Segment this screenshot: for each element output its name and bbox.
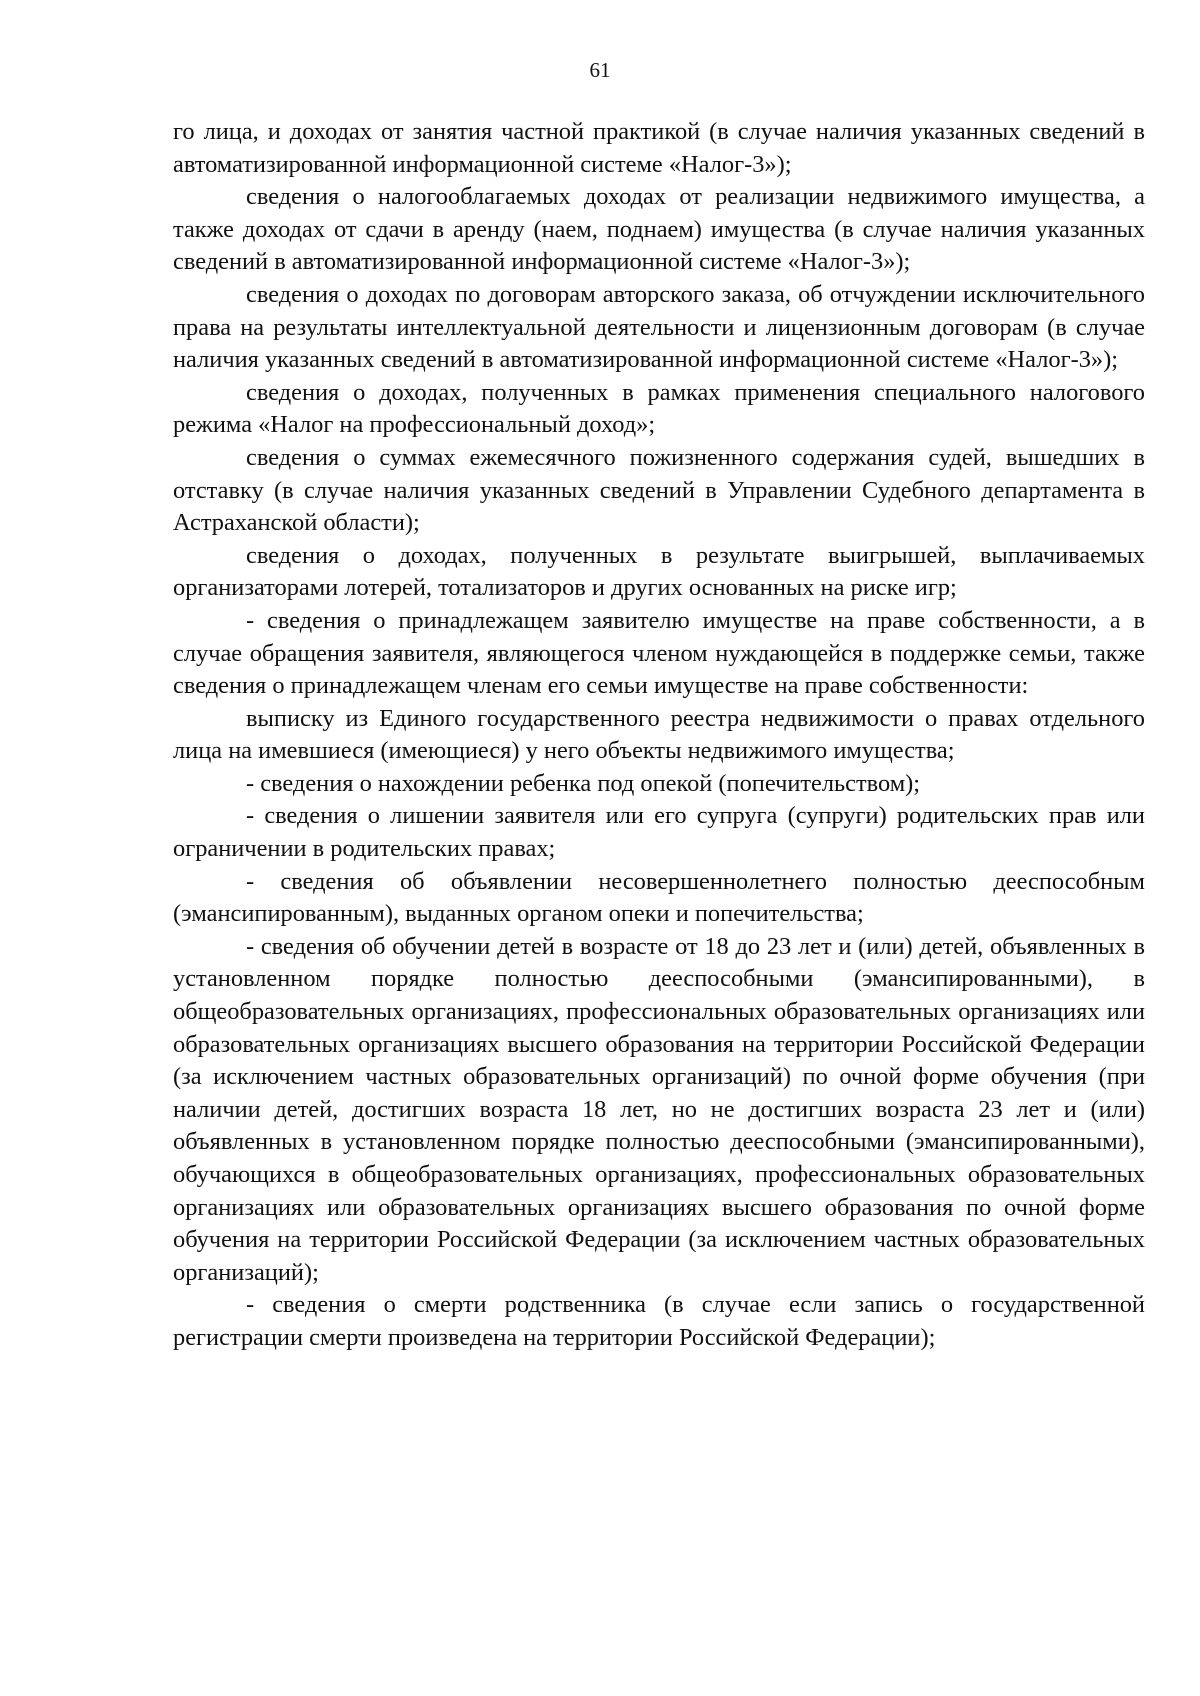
paragraph: сведения о доходах по договорам авторского заказа, об отчуждении исключительного права на результаты интеллектуальной деятельности и лицензионным договорам (в случае наличия указанных сведений в автоматизированной информационной системе «Налог-3»); [173,280,1145,374]
paragraph: - сведения о принадлежащем заявителю имуществе на праве собственности, а в случае обращения заявителя, являющегося членом нуждающейся в поддержке семьи, также сведения о принадлежащем членам его семьи имуществе на праве собственности: [173,606,1145,700]
paragraph: - сведения об объявлении несовершеннолетнего полностью дееспособным (эмансипированным), выданных органом опеки и попечительства; [173,867,1145,928]
paragraph: выписку из Единого государственного реестра недвижимости о правах отдельного лица на имевшиеся (имеющиеся) у него объекты недвижимого имущества; [173,704,1145,765]
page-number: 61 [589,58,611,82]
paragraph: сведения о суммах ежемесячного пожизненного содержания судей, вышедших в отставку (в случае наличия указанных сведений в Управлении Судебного департамента в Астраханской области); [173,443,1145,537]
paragraph: - сведения о нахождении ребенка под опекой (попечительством); [246,769,921,797]
paragraph: го лица, и доходах от занятия частной практикой (в случае наличия указанных сведений в автоматизированной информационной системе «Налог-3»); [173,118,1145,178]
paragraph: - сведения о смерти родственника (в случае если запись о государственной регистрации смерти произведена на территории Российской Федерации); [173,1291,1145,1351]
paragraph: сведения о доходах, полученных в рамках применения специального налогового режима «Налог на профессиональный доход»; [173,378,1145,439]
document-body [173,116,1145,1355]
paragraph: - сведения об обучении детей в возрасте от 18 до 23 лет и (или) детей, объявленных в установленном порядке полностью дееспособными (эмансипированными), в общеобразовательных организациях, профессиональных образовательных организациях или образовательных организациях высшего образования на территории Российской Федерации (за исключением частных образовательных организаций) по очной форме обучения (при наличии детей, достигших возраста 18 лет, но не достигших возраста 23 лет и (или) объявленных в установленном порядке полностью дееспособными (эмансипированными), обучающихся в общеобразовательных организациях, профессиональных образовательных организациях или образовательных организациях высшего образования по очной форме обучения на территории Российской Федерации (за исключением частных образовательных организаций); [173,932,1145,1286]
paragraph: - сведения о лишении заявителя или его супруга (супруги) родительских прав или ограничении в родительских правах; [173,802,1145,863]
paragraph: сведения о доходах, полученных в результате выигрышей, выплачиваемых организаторами лотерей, тотализаторов и других основанных на риске игр; [173,541,1145,602]
paragraph: сведения о налогооблагаемых доходах от реализации недвижимого имущества, а также доходах от сдачи в аренду (наем, поднаем) имущества (в случае наличия указанных сведений в автоматизированной информационной системе «Налог-3»); [173,183,1145,276]
